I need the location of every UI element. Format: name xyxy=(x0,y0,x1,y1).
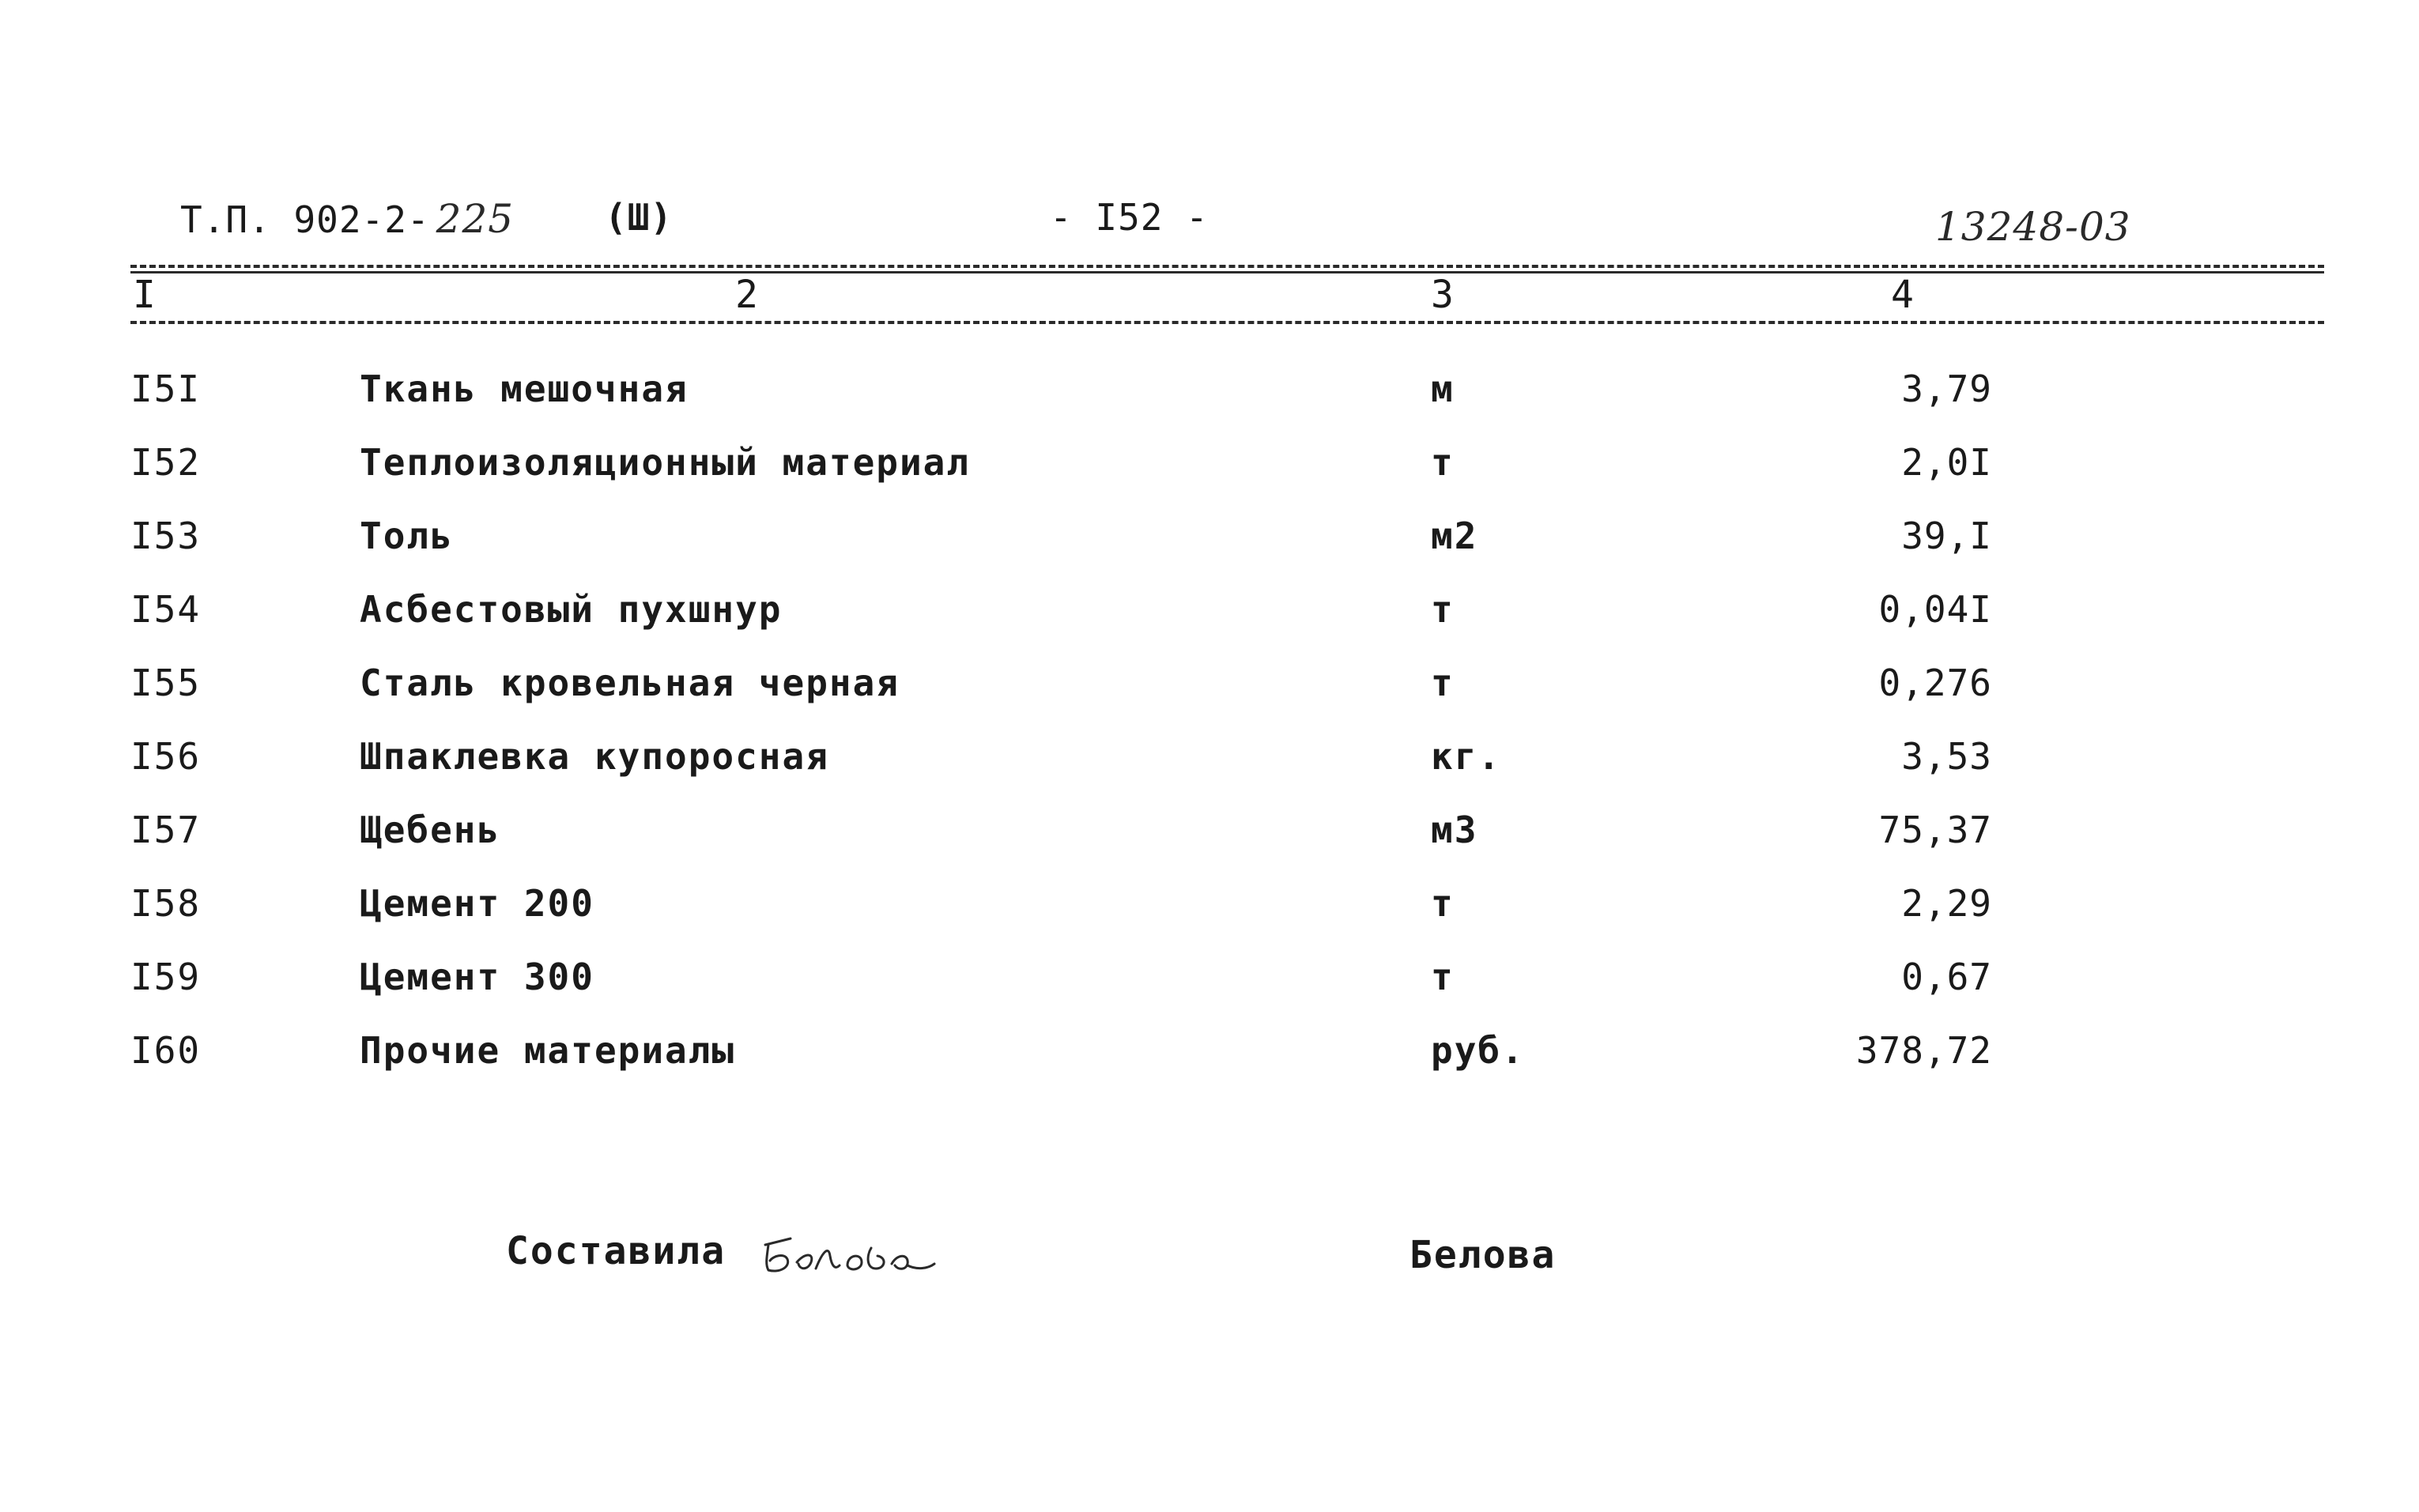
table-row xyxy=(0,588,2419,643)
material-name: Толь xyxy=(360,515,454,557)
top-rule xyxy=(130,265,2324,268)
unit: т xyxy=(1431,662,1455,704)
table-row xyxy=(0,882,2419,937)
table-row xyxy=(0,662,2419,717)
unit: м xyxy=(1431,368,1455,410)
table-row xyxy=(0,1029,2419,1084)
quantity: 0,04I xyxy=(1878,588,1992,631)
page-number: - I52 - xyxy=(1050,196,1209,239)
table-row xyxy=(0,956,2419,1011)
quantity: 3,79 xyxy=(1901,368,1992,410)
row-number: I55 xyxy=(130,662,202,704)
row-number: I57 xyxy=(130,809,202,851)
quantity: 0,276 xyxy=(1878,662,1992,704)
table-row xyxy=(0,515,2419,570)
row-number: I58 xyxy=(130,882,202,925)
quantity: 39,I xyxy=(1901,515,1992,557)
quantity: 3,53 xyxy=(1901,735,1992,778)
unit: м3 xyxy=(1431,809,1478,851)
material-name: Ткань мешочная xyxy=(360,368,689,410)
material-name: Шпаклевка купоросная xyxy=(360,735,829,778)
table-row xyxy=(0,368,2419,423)
column-header-3: 3 xyxy=(1431,273,1454,317)
unit: т xyxy=(1431,882,1455,925)
material-name: Сталь кровельная черная xyxy=(360,662,900,704)
table-row xyxy=(0,735,2419,790)
compiler-name: Белова xyxy=(1410,1233,1557,1277)
row-number: I59 xyxy=(130,956,202,998)
row-number: I54 xyxy=(130,588,202,631)
row-number: I56 xyxy=(130,735,202,778)
volume-mark: (Ш) xyxy=(605,196,674,239)
top-rule-inner xyxy=(130,271,2324,273)
column-header-1: I xyxy=(133,273,156,317)
unit: т xyxy=(1431,956,1455,998)
doc-reference-printed: Т.П. 902-2- xyxy=(180,198,430,241)
registration-number: 13248-03 xyxy=(1935,204,2131,250)
row-number: I5I xyxy=(130,368,202,410)
quantity: 2,0I xyxy=(1901,441,1992,484)
table-row xyxy=(0,809,2419,864)
quantity: 2,29 xyxy=(1901,882,1992,925)
column-header-2: 2 xyxy=(735,273,758,317)
row-number: I60 xyxy=(130,1029,202,1072)
quantity: 75,37 xyxy=(1878,809,1992,851)
column-header-4: 4 xyxy=(1891,273,1914,317)
quantity: 378,72 xyxy=(1855,1029,1992,1072)
doc-reference xyxy=(180,196,514,242)
material-name: Прочие материалы xyxy=(360,1029,736,1072)
unit: м2 xyxy=(1431,515,1478,557)
material-name: Щебень xyxy=(360,809,501,851)
material-name: Цемент 300 xyxy=(360,956,594,998)
compiled-by-label: Составила xyxy=(506,1229,726,1273)
unit: т xyxy=(1431,441,1455,484)
column-header-rule xyxy=(130,321,2324,324)
unit: руб. xyxy=(1431,1029,1525,1072)
quantity: 0,67 xyxy=(1901,956,1992,998)
material-name: Асбестовый пухшнур xyxy=(360,588,783,631)
unit: т xyxy=(1431,588,1455,631)
material-name: Цемент 200 xyxy=(360,882,594,925)
row-number: I53 xyxy=(130,515,202,557)
doc-reference-handwritten: 225 xyxy=(436,196,515,242)
unit: кг. xyxy=(1431,735,1502,778)
row-number: I52 xyxy=(130,441,202,484)
material-name: Теплоизоляционный материал xyxy=(360,441,971,484)
handwritten-signature xyxy=(759,1221,964,1284)
table-row xyxy=(0,441,2419,496)
